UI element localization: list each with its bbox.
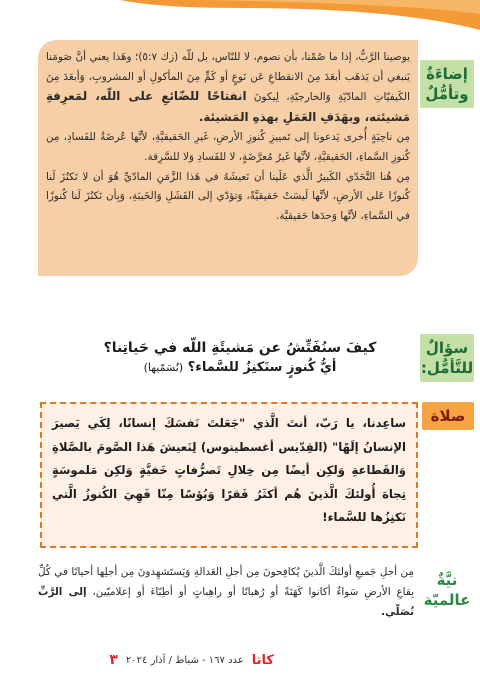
intention-text-block — [38, 562, 414, 622]
reflection-question — [70, 338, 410, 378]
reflection-label-line2: وتأمُّلٌ — [425, 85, 469, 103]
reflection-label-line1: إضاءَةٌ — [426, 65, 468, 83]
issue-info: عدد ١٦٧ - شباط / آذار ٢٠٢٤ — [125, 654, 244, 666]
magazine-name: كاتا — [251, 652, 274, 668]
reflection-paragraph-3: مِن هُنا التَّحَدّي الكَبيرُ الَّذي عَلَينا أن نَعيشَهُ في هَذا الزَّمَنِ المادّيِّ هُوَ أن لا نَكنُزَ لَنا كُنوزًا عَلى الأرضِ، لأنَّها لَيسَتْ حَقيقيَّةً، وَتؤدّي إلى الفَشَلِ وَالخَيبَةِ، وَبِأن نَكنُزَ لَنا كُنوزًا في السَّماءِ، لأنَّها وَحدَها حَقيقيَّة. — [46, 170, 410, 222]
question-label — [420, 334, 474, 382]
page-footer — [34, 651, 274, 669]
intention-text: مِن أجلِ جَميعِ أولئكَ الَّذينَ يُكافِحونَ مِن أجلِ العَدالةِ وَيَستَشهِدونَ مِن أجلِها أحيانًا في كُلِّ بِقاعِ الأرضِ سَواءٌ أكانوا كَهَنَةً أو رُهبانًا أو راهِباتٍ أو أطِبّاءَ أو إعلاميّين، — [38, 566, 414, 598]
top-decorative-band — [0, 0, 480, 40]
intention-text-tail: إلى الرَّبِّ نُصَلّي. — [38, 586, 414, 618]
reflection-label — [420, 60, 474, 108]
question-label-line1: سؤالٌ — [425, 339, 469, 357]
orange-swoosh — [0, 0, 480, 40]
reflection-box — [38, 40, 418, 276]
question-line-2-text: أيُّ كُنوزٍ سنَكنِزُ للسَّماء؟ — [187, 360, 337, 375]
question-line-1: كيفَ سنُفَتِّشُ عن مَشيئَةِ اللّه في حَياتِنا؟ — [103, 340, 377, 356]
intention-label — [420, 570, 474, 618]
reflection-paragraph-2: مِن ناحِيَةٍ أُخرى يَدعونا إلى تَمييزِ كُنوزِ الأرضِ، غَيرِ الحَقيقيَّةِ، لأنَّها عُرضَةٌ للفَسادِ، مِن كُنوزِ السَّماءِ، الحَقيقيَّةِ، لأنَّها غَيرُ مُعرَّضَةٍ، لا للفَسادِ وَلا للسَّرِقة. — [46, 131, 410, 163]
question-line-2 — [70, 358, 410, 378]
intention-label-line1: نيَّةٌ — [436, 571, 458, 589]
reflection-paragraph-1-text: يوصينا الرَّبُّ، إذا ما صُمْنا، بأن نصوم، لا للنّاس، بل للّه (زك ٥:٧)؛ وهَذا يعني أنَّ صَومَنا يَنبغي أن يَذهَب أبعَدَ مِنَ الانقطاعِ عَن نَوعٍ أو كَمٍّ مِنَ المأكولِ أو المشروبِ، وَأبعَدَ مِنَ الكَيفيّاتِ المادّيّةِ وَالخارجيّةِ، لِيكونَ — [46, 51, 410, 104]
prayer-label: صلاة — [422, 402, 474, 430]
prayer-box — [40, 402, 418, 548]
prayer-text: ساعِدنا، يا رَبّ، أنتَ الَّذي "جَعَلتَ نَفسَكَ إنسانًا، لِكَي يَصيرَ الإنسانُ إلَهًا" (القِدّيس أغسطينوس) لِنَعيشَ هَذا الصَّومَ بالصَّلاةِ وَالقَطاعةِ وَلكِن أيضًا مِن خِلالِ تَصرُّفاتٍ خَفيَّةٍ وَلكِن مَلموسَةٍ تِجاهَ أُولئكَ الَّذينَ هُم أكثَرُ فَقرًا وَبُؤسًا مِنّا فَهِيَ الكُنوزُ الَّتي نَكنِزُها للسَّماء! — [52, 416, 406, 525]
reflection-paragraph-1-strong: انفتاحًا للضّائعِ على اللّه، لمَعرِفةِ مَشيئته، وبهَدَفِ العَمَلِ بهذهِ المَشيئة. — [46, 89, 410, 124]
question-line-2-note: (نُسَمّيها) — [143, 361, 184, 374]
page-number: ٣ — [109, 652, 118, 668]
intention-label-line2: عالميّة — [423, 591, 471, 609]
question-label-line2: للتَّأمُّل: — [420, 359, 474, 377]
reflection-paragraph-1 — [46, 48, 410, 128]
